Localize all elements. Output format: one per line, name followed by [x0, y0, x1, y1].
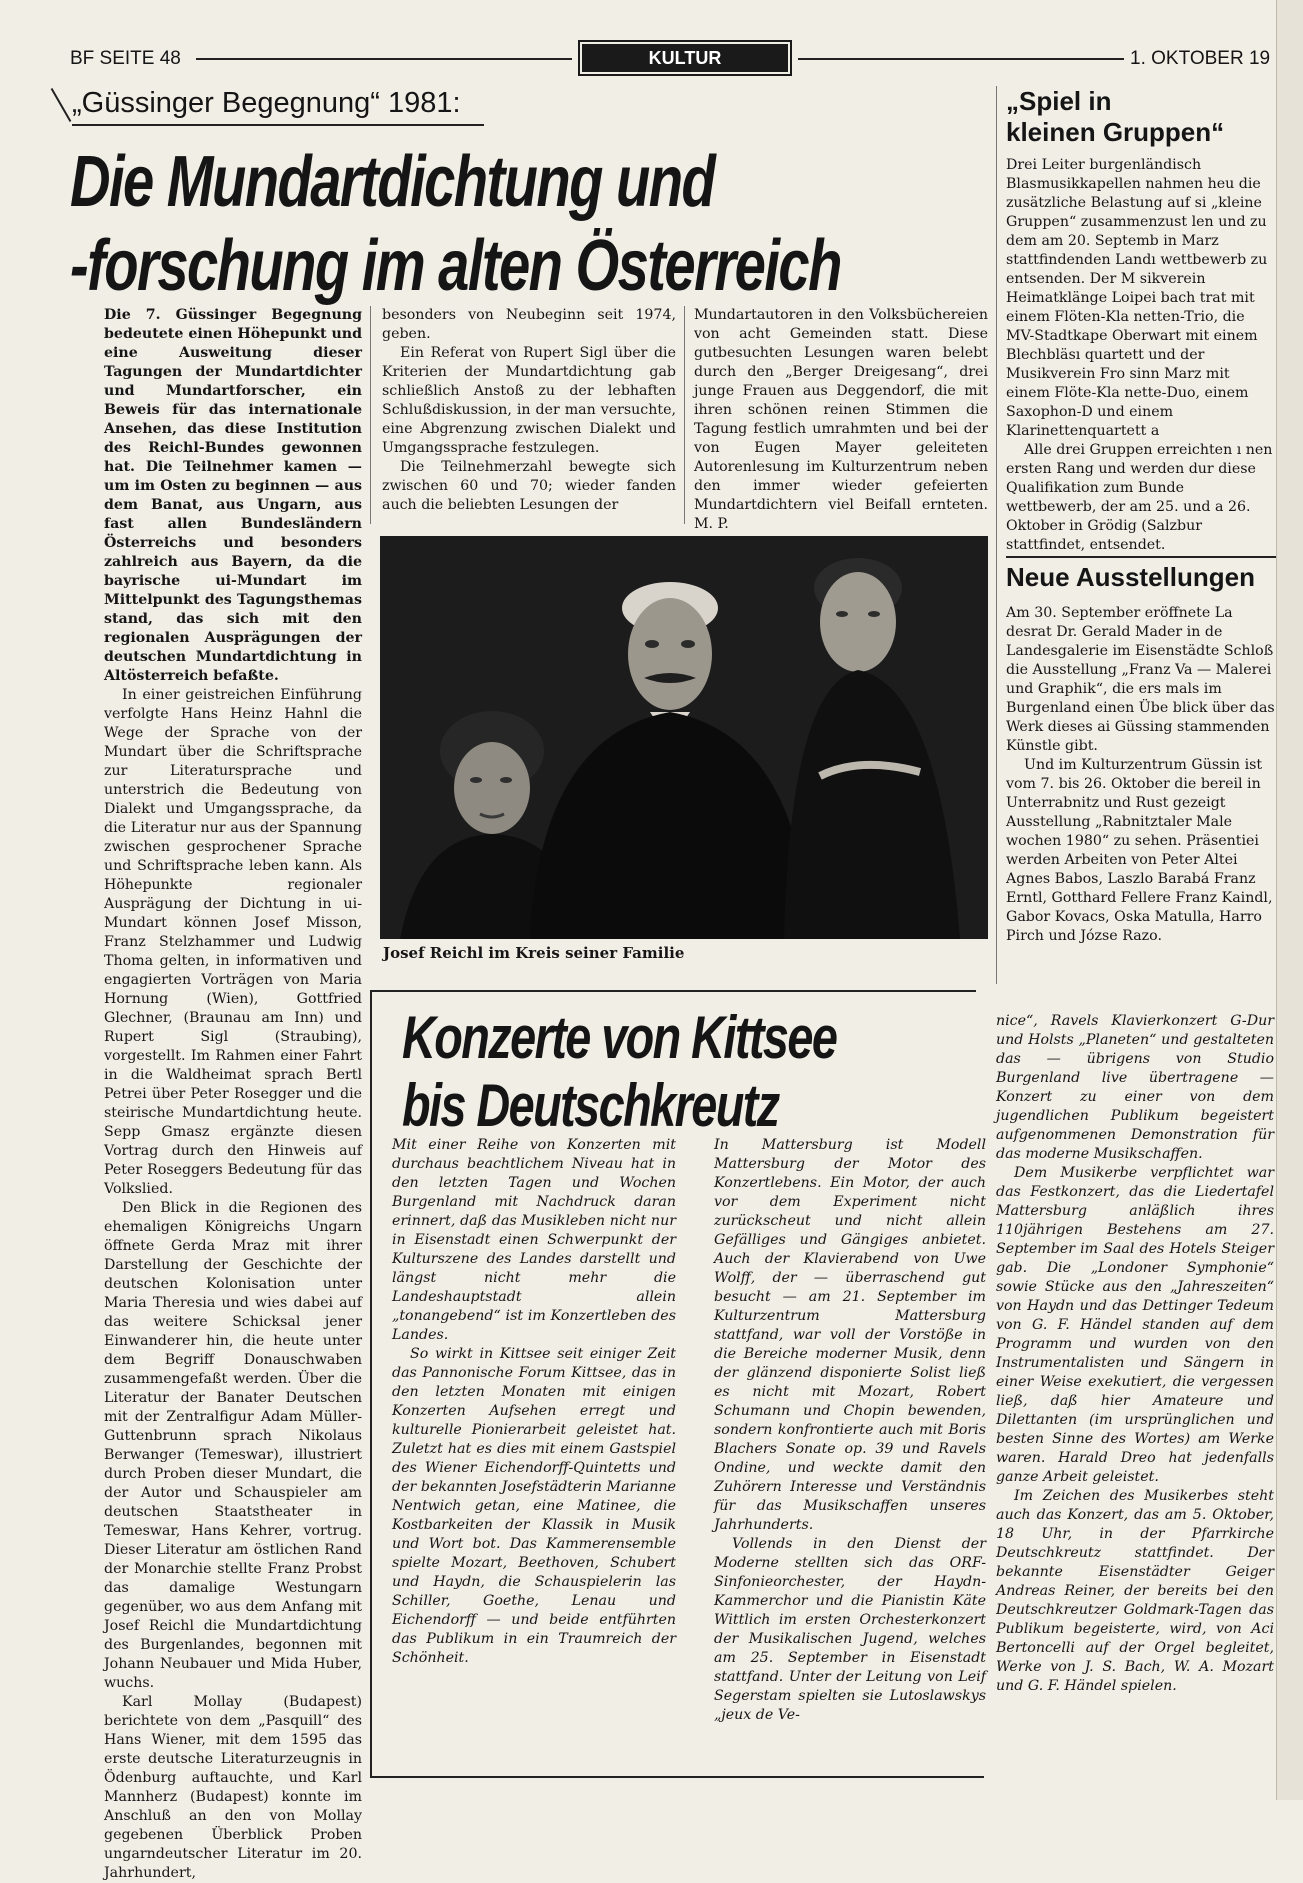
concert-article-col3 [996, 1012, 1274, 1782]
concert-headline-line2: bis Deutschkreutz [402, 1072, 779, 1139]
header-rule-left [196, 58, 572, 60]
kicker-slash [51, 88, 72, 122]
concert-article-col2 [714, 1136, 986, 1776]
concert-paragraph: Im Zeichen des Musikerbes steht auch das Konzert, das am 5. Oktober, 18 Uhr, in der Pfarrkirche Deutschkreutz stattfindet. Der bekannte Eisenstädter Geiger Andreas Reiner, der bereits bei den Deutschkreutzer Goldmark-Tagen das Publikum begeisterte, wird, von Aci Bertoncelli auf der Orgel begleitet, Werke von J. S. Bach, W. A. Mozart und G. F. Händel spielen. [996, 1488, 1274, 1694]
main-headline-line1: Die Mundartdichtung und [70, 142, 715, 222]
photo-caption: Josef Reichl im Kreis seiner Familie [383, 944, 685, 962]
concert-paragraph: So wirkt in Kittsee seit einiger Zeit das Pannonische Forum Kittsee, das in den letzten Monaten mit einigen Konzerten Aufsehen erregt und kulturelle Pionierarbeit geleistet hat. Zuletzt hat es dies mit einem Gastspiel des Wiener Eichendorff-Quintetts und der bekannten Josefstädterin Marianne Nentwich getan, eine Matinee, die Kostbarkeiten der Klassik in Musik und Wort bot. Das Kammerensemble spielte Mozart, Beethoven, Schubert und Haydn, die Schauspielerin las Schiller, Goethe, Lenau und Eichendorff — und beide entführten das Publikum in ein Traumreich der Schönheit. [392, 1346, 676, 1666]
main-headline-line2: -forschung im alten Österreich [70, 226, 841, 306]
main-article-col3 [694, 306, 988, 532]
sidebar-article2-body [1006, 604, 1276, 968]
sidebar-paragraph: Alle drei Gruppen erreichten ı nen ersten Rang und werden dur diese Qualifikation zum Bunde wettbewerb, der am 25. und a 26. Oktober in Grödig (Salzbur stattfindet, entsendet. [1006, 442, 1273, 553]
main-article-paragraph: In einer geistreichen Einführung verfolgte Hans Heinz Hahnl die Wege der Sprache von der Mundart über die Schriftsprache zur Literatursprache und unterstrich die Bedeutung von Dialekt und Umgangssprache, da die Literatur nur aus der Spannung zwischen gesprochener Sprache und Schriftsprache leben kann. Als Höhepunkte regionaler Ausprägung der Dichtung in ui-Mundart können Josef Misson, Franz Stelzhammer und Ludwig Thoma gelten, in informativen und engagierten Vorträgen von Maria Hornung (Wien), Gottfried Glechner, (Braunau am Inn) und Rupert Sigl (Straubing), vorgestellt. Im Rahmen einer Fahrt in die Waldheimat sprach Bertl Petrei über Peter Rosegger und die steirische Mundartdichtung heute. Sepp Gmasz ergänzte diesen Vortrag durch den Hinweis auf Peter Roseggers Bedeutung für das Volkslied. [104, 687, 362, 1197]
kicker: „Güssinger Begegnung“ 1981: [72, 87, 461, 119]
concert-paragraph: In Mattersburg ist Modell Mattersburg der Motor des Konzertlebens. Ein Motor, der auch vor dem Experiment nicht zurückscheut und nicht allein Gefälliges und Gängiges anbietet. Auch der Klavierabend von Uwe Wolff, der — überraschend gut besucht — am 21. September im Kulturzentrum Mattersburg stattfand, war voll der Vorstöße in die Bereiche moderner Musik, denn der glänzend disponierte Solist ließ es nicht mit Mozart, Robert Schumann und Chopin bewenden, sondern konfrontierte auch mit Boris Blachers Sonate op. 39 und Ravels Ondine, und weckte damit den Zuhörern Interesse und Verständnis für das Musikschaffen unseres Jahrhunderts. [714, 1137, 986, 1533]
main-article-paragraph: Karl Mollay (Budapest) berichtete von dem „Pasquill“ des Hans Wiener, mit dem 1595 das erste deutsche Literaturzeugnis in Ödenburg auftauchte, und Karl Mannherz (Budapest) konnte im Anschluß an den von Mollay gegebenen Überblick Proben ungarndeutscher Literatur im 20. Jahrhundert, [104, 1694, 362, 1881]
main-article-paragraph: Mundartautoren in den Volksbüchereien von acht Gemeinden statt. Diese gutbesuchten Lesungen waren belebt durch den „Berger Dreigesang“, drei junge Frauen aus Deggendorf, die mit ihren schönen reinen Stimmen die Tagung festlich umrahmten und bei der von Eugen Mayer geleiteten Autorenlesung im Kulturzentrum neben den immer wieder gefeierten Mundartdichtern viel Beifall ernteten. M. P. [694, 307, 988, 532]
main-headline [70, 140, 841, 308]
family-photo-image [380, 536, 988, 939]
concert-headline-line1: Konzerte von Kittsee [402, 1004, 837, 1071]
main-article-col2 [382, 306, 676, 528]
sidebar-paragraph: Am 30. September eröffnete La desrat Dr. Gerald Mader in de Landesgalerie im Eisenstädte Schloß die Ausstellung „Franz Va — Malerei und Graphik“, die ers mals im Burgenland einen Übe blick über das Werk dieses ai Güssing stammenden Künstle gibt. [1006, 605, 1275, 754]
sidebar-rule [996, 86, 997, 984]
header-rule-right [798, 58, 1124, 60]
concert-paragraph: Mit einer Reihe von Konzerten mit durchaus beachtlichem Niveau hat in den letzten Tagen und Wochen Burgenland mit Nachdruck daran erinnert, daß das Musikleben nicht nur in Eisenstadt einen Schwerpunkt der Kulturszene des Landes darstellt und längst nicht mehr die Landeshauptstadt allein „tonangebend“ ist im Konzertleben des Landes. [392, 1137, 676, 1343]
column-rule [370, 306, 371, 524]
section-badge: KULTUR [582, 44, 788, 72]
main-article-paragraph: Ein Referat von Rupert Sigl über die Kriterien der Mundartdichtung gab schließlich Anstoß zu der lebhaften Schlußdiskussion, in der man versuchte, eine Abgrenzung zwischen Dialekt und Umgangssprache festzulegen. [382, 345, 676, 456]
sidebar-paragraph: Und im Kulturzentrum Güssin ist vom 7. bis 26. Oktober die bereil in Unterrabnitz und Rust gezeigt Ausstellung „Rabnitztaler Male wochen 1980“ zu sehen. Präsentiei werden Arbeiten von Peter Altei Agnes Babos, Laszlo Barabá Franz Erntl, Gotthard Fellere Franz Kaindl, Gabor Kovacs, Oska Matulla, Harro Pirch und Józse Razo. [1006, 757, 1273, 944]
issue-date: 1. OKTOBER 19 [1130, 48, 1271, 69]
main-article-lead: Die 7. Güssinger Begegnung bedeutete einen Höhepunkt und eine Ausweitung dieser Tagungen der Mundartdichter und Mundartforscher, ein Beweis für das internationale Ansehen, das diese Institution des Reichl-Bundes gewonnen hat. Die Teilnehmer kamen — um im Osten zu beginnen — aus dem Banat, aus Ungarn, aus fast allen Bundesländern Österreichs und besonders zahlreich aus Bayern, da die bayrische ui-Mundart im Mittelpunkt des Tagungsthemas stand, das sich mit den regionalen Ausprägungen der deutschen Mundartdichtung in Altösterreich befaßte. [104, 307, 362, 684]
concert-article-col1 [392, 1136, 676, 1776]
kicker-underline [72, 124, 484, 126]
sidebar-paragraph: Drei Leiter burgenländisch Blasmusikkapellen nahmen heu die zusätzliche Belastung auf si „kleine Gruppen“ zusammenzust len und zu dem am 20. Septemb in Marz stattfindenden Landı wettbewerb zu entsenden. Der M sikverein Heimatklänge Loipei bach trat mit einem Flöten-Kla netten-Trio, die MV-Stadtkape Oberwart mit einem Blechbläsı quartett und der Musikverein Fro sinn Marz mit einem Flöte-Kla nette-Duo, einem Saxophon-D und einem Klarinettenquartett a [1006, 157, 1268, 439]
column-rule [684, 306, 685, 524]
concert-frame-left [370, 990, 372, 1776]
sidebar-divider [1006, 556, 1276, 558]
main-article-paragraph: besonders von Neubeginn seit 1974, geben. [382, 307, 676, 342]
concert-headline [402, 1004, 836, 1140]
sidebar-article1-body [1006, 156, 1276, 553]
concert-paragraph: Vollends in den Dienst der Moderne stellten sich das ORF-Sinfonieorchester, der Haydn-Kammerchor und die Pianistin Käte Wittlich im ersten Orchesterkonzert der Musikalischen Jugend, welches am 25. September in Eisenstadt stattfand. Unter der Leitung von Leif Segerstam spielten sie Lutoslawskys „jeux de Ve- [714, 1536, 986, 1723]
concert-frame-top [370, 990, 976, 992]
concert-paragraph: nice“, Ravels Klavierkonzert G-Dur und Holsts „Planeten“ und gestalteten das — übrigens von Studio Burgenland live übertragene — Konzert zu einer von dem jugendlichen Publikum begeistert aufgenommenen Demonstration für das moderne Musikschaffen. [996, 1013, 1274, 1162]
page-edge [1276, 0, 1303, 1800]
sidebar-article1-title: „Spiel in kleinen Gruppen“ [1006, 86, 1225, 147]
main-article-col1 [104, 306, 362, 1881]
concert-paragraph: Dem Musikerbe verpflichtet war das Festkonzert, das die Liedertafel Mattersburg anläßlich ihres 110jährigen Bestehens am 27. September im Saal des Hotels Steiger gab. Die „Londoner Symphonie“ sowie Stücke aus den „Jahreszeiten“ von Haydn und das Dettinger Tedeum von G. F. Händel standen auf dem Programm und wurden von den Instrumentalisten und Sängern in einer Weise exekutiert, die vergessen ließ, daß hier Amateure und Dilettanten (im ursprünglichen und besten Sinne des Wortes) am Werke waren. Harald Dreo hat jedenfalls ganze Arbeit geleistet. [996, 1165, 1274, 1485]
family-photo [380, 536, 988, 939]
main-article-paragraph: Die Teilnehmerzahl bewegte sich zwischen 60 und 70; wieder fanden auch die beliebten Lesungen der [382, 459, 676, 513]
concert-frame-bottom [370, 1776, 984, 1778]
main-article-paragraph: Den Blick in die Regionen des ehemaligen Königreichs Ungarn öffnete Gerda Mraz mit ihrer Darstellung der Geschichte der deutschen Kolonisation unter Maria Theresia und wies dabei auf das weitere Schicksal jener Einwanderer hin, die heute unter dem Begriff Donauschwaben zusammengefaßt werden. Über die Literatur der Banater Deutschen mit der Zentralfigur Adam Müller-Guttenbrunn sprach Nikolaus Berwanger (Temeswar), illustriert durch Proben dieser Mundart, die der Autor und Schauspieler am deutschen Staatstheater in Temeswar, Hans Kehrer, vortrug. Dieser Literatur am östlichen Rand der Monarchie stellte Franz Probst das damalige Westungarn gegenüber, wo aus dem Anfang mit Josef Reichl die Mundartdichtung des Burgenlandes, begonnen mit Johann Neubauer und Mida Huber, wuchs. [104, 1200, 362, 1691]
page-number: BF SEITE 48 [70, 48, 181, 69]
sidebar-article2-title: Neue Ausstellungen [1006, 562, 1255, 592]
